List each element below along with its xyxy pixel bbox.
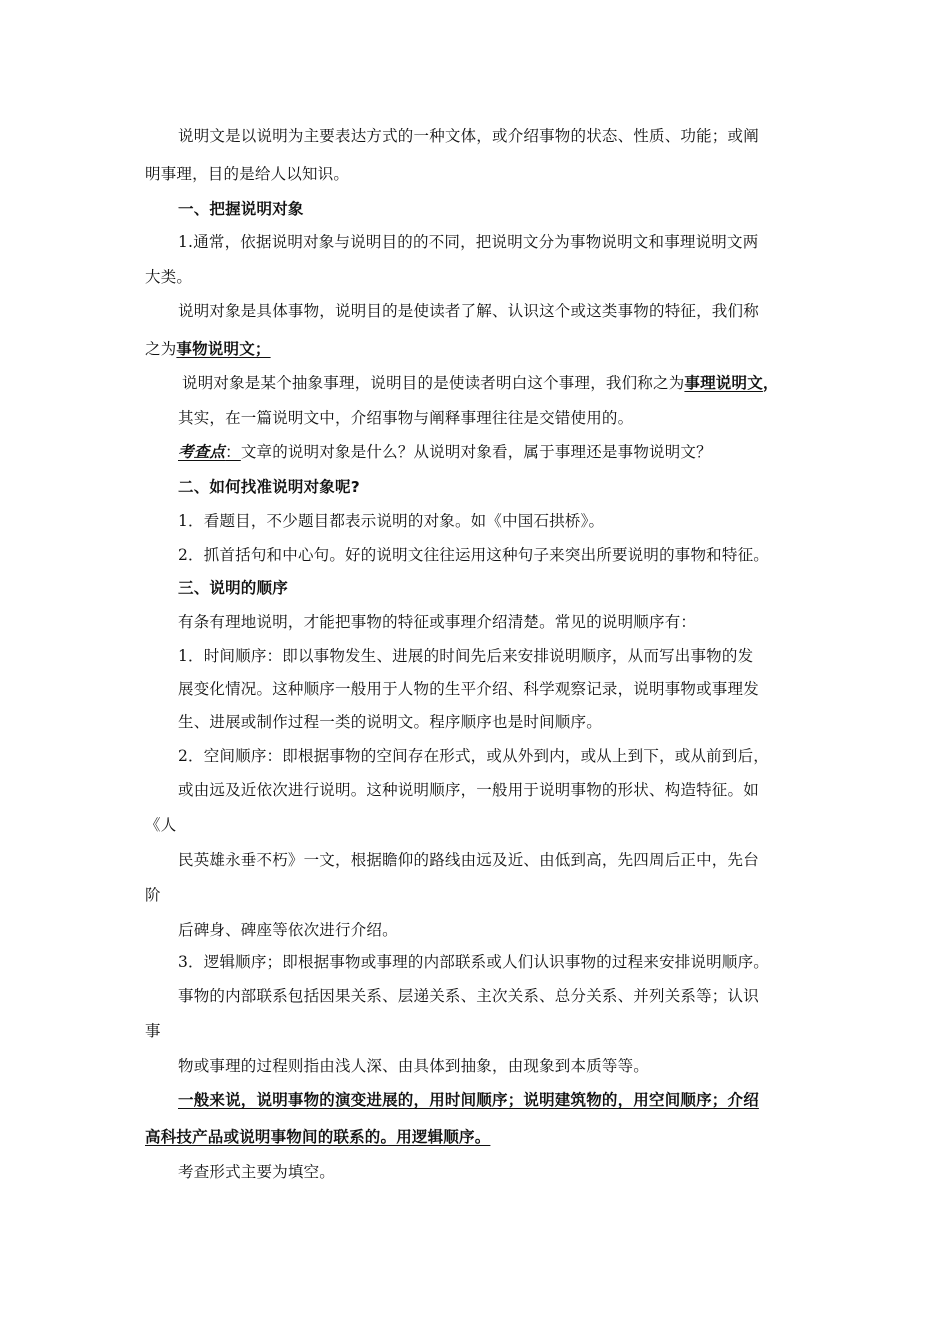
s1-paragraph-1-line-2: 大类。 (145, 268, 193, 286)
s3-intro: 有条有理地说明，才能把事物的特征或事理介绍清楚。常见的说明顺序有： (178, 613, 697, 631)
kaochadian-colon: ： (225, 443, 241, 461)
s3-space-line-2: 或由远及近依次进行说明。这种说明顺序，一般用于说明事物的形状、构造特征。如 (178, 781, 759, 799)
s3-space-line-1: 2．空间顺序：即根据事物的空间存在形式，或从外到内，或从上到下，或从前到后， (178, 747, 769, 765)
s1-paragraph-3-suffix: ， (762, 374, 779, 392)
kaochadian-label: 考查点 (178, 443, 226, 461)
s3-logic-line-1: 3．逻辑顺序；即根据事物或事理的内部联系或人们认识事物的过程来安排说明顺序。 (178, 953, 769, 971)
section-3-heading: 三、说明的顺序 (178, 579, 288, 597)
s3-logic-line-3: 事 (145, 1022, 161, 1040)
s1-paragraph-2-line-1: 说明对象是具体事物，说明目的是使读者了解、认识这个或这类事物的特征，我们称 (178, 302, 759, 320)
s1-paragraph-3 (182, 373, 779, 393)
section-1-heading: 一、把握说明对象 (178, 200, 304, 218)
shili-shuomingwen-term: 事理说明文 (684, 374, 763, 392)
s3-space-line-3: 《人 (145, 816, 177, 834)
s3-logic-line-2: 事物的内部联系包括因果关系、层递关系、主次关系、总分关系、并列关系等；认识 (178, 987, 759, 1005)
summary-line-2: 高科技产品或说明事物间的联系的。用逻辑顺序。 (145, 1128, 491, 1146)
intro-line-1: 说明文是以说明为主要表达方式的一种文体，或介绍事物的状态、性质、功能；或阐 (178, 127, 759, 145)
kaochadian-line (178, 442, 712, 462)
s1-paragraph-4: 其实，在一篇说明文中，介绍事物与阐释事理往往是交错使用的。 (178, 409, 634, 427)
s1-paragraph-2-line-2 (145, 339, 271, 359)
section-2-heading: 二、如何找准说明对象呢? (178, 478, 360, 496)
s2-item-1: 1．看题目，不少题目都表示说明的对象。如《中国石拱桥》。 (178, 512, 605, 530)
s3-space-line-4: 民英雄永垂不朽》一文，根据瞻仰的路线由远及近、由低到高，先四周后正中，先台 (178, 851, 759, 869)
s3-time-line-1: 1．时间顺序：即以事物发生、进展的时间先后来安排说明顺序，从而写出事物的发 (178, 647, 754, 665)
s1-paragraph-1-line-1: 1.通常，依据说明对象与说明目的的不同，把说明文分为事物说明文和事理说明文两 (178, 233, 759, 251)
s1-paragraph-3-prefix: 说明对象是某个抽象事理，说明目的是使读者明白这个事理，我们称之为 (182, 374, 685, 392)
s1-paragraph-2-prefix: 之为 (145, 340, 177, 358)
kaochadian-text: 文章的说明对象是什么？从说明对象看，属于事理还是事物说明文？ (240, 443, 712, 461)
s3-logic-line-4: 物或事理的过程则指由浅人深、由具体到抽象，由现象到本质等等。 (178, 1057, 650, 1075)
s2-item-2: 2．抓首括句和中心句。好的说明文往往运用这种句子来突出所要说明的事物和特征。 (178, 546, 769, 564)
summary-line-1: 一般来说，说明事物的演变进展的，用时间顺序；说明建筑物的，用空间顺序；介绍 (178, 1091, 759, 1109)
closing-line: 考查形式主要为填空。 (178, 1163, 336, 1181)
s3-space-line-5: 阶 (145, 886, 161, 904)
shiwu-shuomingwen-term: 事物说明文； (176, 340, 271, 358)
s3-time-line-3: 生、进展或制作过程一类的说明文。程序顺序也是时间顺序。 (178, 713, 602, 731)
s3-time-line-2: 展变化情况。这种顺序一般用于人物的生平介绍、科学观察记录，说明事物或事理发 (178, 680, 759, 698)
intro-line-2: 明事理，目的是给人以知识。 (145, 165, 350, 183)
s3-space-line-6: 后碑身、碑座等依次进行介绍。 (178, 921, 398, 939)
